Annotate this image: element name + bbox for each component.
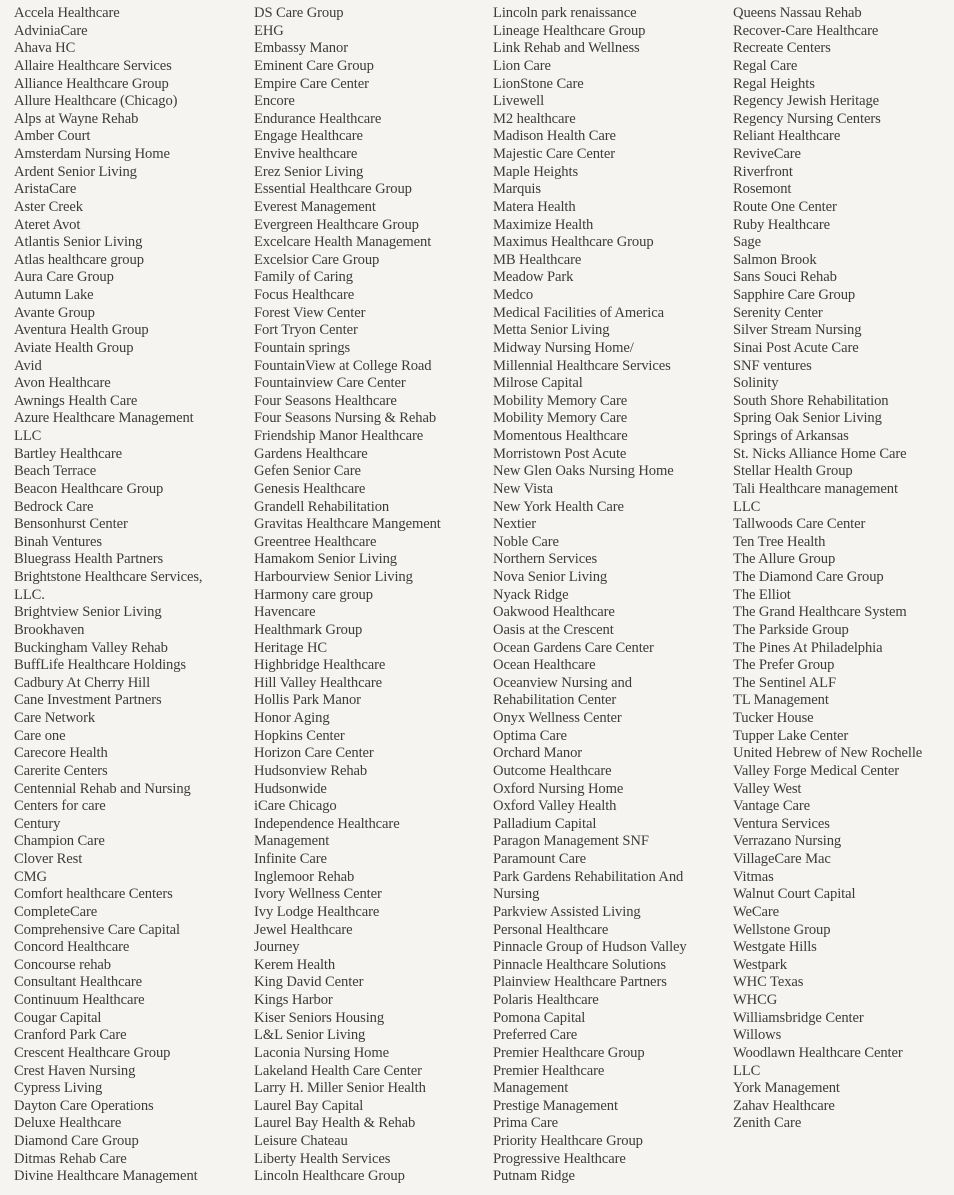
list-item: Route One Center xyxy=(733,198,837,215)
list-item: Aster Creek xyxy=(14,198,84,215)
list-item: Ruby Healthcare xyxy=(733,216,830,233)
list-item: Everest Management xyxy=(254,198,376,215)
list-item: Harbourview Senior Living xyxy=(254,569,413,585)
list-item: Family of Caring xyxy=(254,269,353,286)
list-item: Wellstone Group xyxy=(733,921,831,938)
list-item: The Grand Healthcare System xyxy=(733,604,907,621)
list-item: Ventura Services xyxy=(733,815,830,832)
list-item: LLC. xyxy=(14,586,45,603)
list-item: M2 healthcare xyxy=(493,110,576,127)
list-item: New York Health Care xyxy=(493,498,624,515)
list-item: King David Center xyxy=(254,974,364,991)
list-item: Riverfront xyxy=(733,163,793,180)
list-item: Alps at Wayne Rehab xyxy=(14,110,139,127)
list-item: Ateret Avot xyxy=(14,216,81,233)
list-item: Hill Valley Healthcare xyxy=(254,674,383,691)
list-item: Progressive Healthcare xyxy=(493,1150,626,1167)
list-item: Momentous Healthcare xyxy=(493,428,628,444)
list-item: Binah Ventures xyxy=(14,533,102,550)
list-item: Amsterdam Nursing Home xyxy=(14,146,170,162)
list-item: Westpark xyxy=(733,956,787,973)
list-item: Centennial Rehab and Nursing xyxy=(14,780,191,797)
list-item: Vantage Care xyxy=(733,798,810,815)
list-item: Zenith Care xyxy=(733,1115,802,1132)
list-item: Vitmas xyxy=(733,868,774,885)
healthcare-name-columns xyxy=(0,5,954,1195)
list-item: Lineage Healthcare Group xyxy=(493,22,646,39)
list-item: Greentree Healthcare xyxy=(254,533,377,550)
list-item: Accela Healthcare xyxy=(14,5,120,21)
list-item: Ardent Senior Living xyxy=(14,163,137,180)
list-item: Dayton Care Operations xyxy=(14,1097,154,1114)
list-item: Regency Jewish Heritage xyxy=(733,93,880,110)
list-item: Recover-Care Healthcare xyxy=(733,22,879,39)
list-item: Marquis xyxy=(493,181,541,198)
list-item: Concourse rehab xyxy=(14,956,111,973)
list-item: Morristown Post Acute xyxy=(493,445,627,462)
list-item: Cypress Living xyxy=(14,1080,103,1097)
list-item: Larry H. Miller Senior Health xyxy=(254,1080,426,1097)
list-item: Concord Healthcare xyxy=(14,939,130,956)
list-item: Outcome Healthcare xyxy=(493,762,612,779)
list-item: Recreate Centers xyxy=(733,40,831,57)
list-item: Verrazano Nursing xyxy=(733,833,842,850)
list-item: Inglemoor Rehab xyxy=(254,868,355,885)
list-item: Ten Tree Health xyxy=(733,533,826,550)
list-item: Horizon Care Center xyxy=(254,745,374,762)
list-item: New Vista xyxy=(493,480,553,497)
list-item: Nova Senior Living xyxy=(493,569,608,585)
list-item: Zahav Healthcare xyxy=(733,1097,835,1114)
list-item: Preferred Care xyxy=(493,1027,578,1044)
list-item: Cadbury At Cherry Hill xyxy=(14,674,151,691)
list-item: Spring Oak Senior Living xyxy=(733,410,882,427)
list-item: Maximize Health xyxy=(493,216,594,233)
list-item: Ditmas Rehab Care xyxy=(14,1150,127,1167)
list-item: Oceanview Nursing and xyxy=(493,674,632,691)
list-item: Stellar Health Group xyxy=(733,463,853,480)
list-item: Bartley Healthcare xyxy=(14,445,122,462)
list-item: Hollis Park Manor xyxy=(254,692,361,709)
list-item: The Diamond Care Group xyxy=(733,569,884,585)
list-item: Priority Healthcare Group xyxy=(493,1133,643,1149)
list-item: The Pines At Philadelphia xyxy=(733,639,883,656)
list-item: New Glen Oaks Nursing Home xyxy=(493,463,674,480)
list-item: Beach Terrace xyxy=(14,463,97,480)
list-item: Ahava HC xyxy=(14,40,76,57)
list-item: Essential Healthcare Group xyxy=(254,181,412,198)
list-item: Amber Court xyxy=(14,128,91,145)
list-item: Crescent Healthcare Group xyxy=(14,1044,171,1061)
list-item: Brightstone Healthcare Services, xyxy=(14,569,203,585)
list-item: Premier Healthcare Group xyxy=(493,1044,645,1061)
list-item: Buckingham Valley Rehab xyxy=(14,639,168,656)
list-item: Pinnacle Healthcare Solutions xyxy=(493,956,666,973)
list-item: Millennial Healthcare Services xyxy=(493,357,671,374)
list-item: EHG xyxy=(254,22,284,39)
list-item: SNF ventures xyxy=(733,357,812,374)
list-item: St. Nicks Alliance Home Care xyxy=(733,445,907,462)
list-item: LLC xyxy=(733,1062,761,1079)
list-item: Four Seasons Healthcare xyxy=(254,392,397,409)
list-item: AristaCare xyxy=(14,181,77,198)
list-item: Prima Care xyxy=(493,1115,559,1132)
list-item: Infinite Care xyxy=(254,851,327,867)
list-item: Laconia Nursing Home xyxy=(254,1044,389,1061)
list-item: Envive healthcare xyxy=(254,146,358,162)
list-item: Mobility Memory Care xyxy=(493,410,628,427)
list-item: Sapphire Care Group xyxy=(733,287,856,303)
list-item: Milrose Capital xyxy=(493,375,583,392)
list-item: The Sentinel ALF xyxy=(733,674,836,691)
list-item: Ocean Healthcare xyxy=(493,657,596,674)
list-item: Havencare xyxy=(254,604,316,621)
list-item: Excelsior Care Group xyxy=(254,251,380,268)
list-item: Bluegrass Health Partners xyxy=(14,551,164,568)
list-item: Carerite Centers xyxy=(14,762,108,779)
list-item: Metta Senior Living xyxy=(493,322,610,339)
list-item: Sage xyxy=(733,234,761,251)
list-item: VillageCare Mac xyxy=(733,851,831,867)
list-item: Comprehensive Care Capital xyxy=(14,921,180,938)
list-item: Mobility Memory Care xyxy=(493,392,628,409)
list-item: LLC xyxy=(14,428,42,444)
list-item: Tallwoods Care Center xyxy=(733,516,866,533)
list-item: Oasis at the Crescent xyxy=(493,621,614,638)
list-item: Four Seasons Nursing & Rehab xyxy=(254,410,437,427)
list-item: Midway Nursing Home/ xyxy=(493,339,634,356)
list-item: AdviniaCare xyxy=(14,22,88,39)
list-item: Engage Healthcare xyxy=(254,128,363,145)
list-item: Centers for care xyxy=(14,798,106,815)
list-item: Aura Care Group xyxy=(14,269,114,286)
list-item: Cougar Capital xyxy=(14,1009,102,1026)
list-item: Paramount Care xyxy=(493,851,587,867)
list-item: Avon Healthcare xyxy=(14,375,111,392)
list-item: Fort Tryon Center xyxy=(254,322,358,339)
list-item: Aviate Health Group xyxy=(14,339,134,356)
list-item: Diamond Care Group xyxy=(14,1133,139,1149)
list-item: Regal Heights xyxy=(733,75,815,92)
list-item: Springs of Arkansas xyxy=(733,428,849,444)
list-item: Fountainview Care Center xyxy=(254,375,406,392)
list-item: Plainview Healthcare Partners xyxy=(493,974,667,991)
list-item: Gefen Senior Care xyxy=(254,463,361,480)
list-item: Hudsonview Rehab xyxy=(254,762,368,779)
list-item: Grandell Rehabilitation xyxy=(254,498,390,515)
list-item: Highbridge Healthcare xyxy=(254,657,386,674)
list-item: CMG xyxy=(14,868,47,885)
list-item: Harmony care group xyxy=(254,586,373,603)
list-item: Brookhaven xyxy=(14,621,85,638)
list-item: Clover Rest xyxy=(14,851,83,867)
list-item: Alliance Healthcare Group xyxy=(14,75,169,92)
list-item: Valley Forge Medical Center xyxy=(733,762,900,779)
list-item: ReviveCare xyxy=(733,146,801,162)
list-item: Kings Harbor xyxy=(254,992,333,1008)
list-item: Beacon Healthcare Group xyxy=(14,480,164,497)
list-item: Madison Health Care xyxy=(493,128,616,145)
list-item: Kiser Seniors Housing xyxy=(254,1009,385,1026)
list-item: LLC xyxy=(733,498,761,515)
list-item: Sinai Post Acute Care xyxy=(733,339,859,356)
list-item: Polaris Healthcare xyxy=(493,992,599,1008)
list-item: Rehabilitation Center xyxy=(493,692,617,709)
list-item: Care one xyxy=(14,727,66,744)
list-item: Nextier xyxy=(493,516,537,533)
list-item: BuffLife Healthcare Holdings xyxy=(14,657,186,674)
list-item: WeCare xyxy=(733,903,780,920)
list-item: Eminent Care Group xyxy=(254,57,374,74)
list-item: Oxford Valley Health xyxy=(493,798,617,815)
list-item: Embassy Manor xyxy=(254,40,348,57)
list-item: Majestic Care Center xyxy=(493,146,615,162)
list-item: Onyx Wellness Center xyxy=(493,710,622,726)
list-item: TL Management xyxy=(733,692,829,709)
list-item: Gardens Healthcare xyxy=(254,445,368,462)
list-item: Brightview Senior Living xyxy=(14,604,162,621)
list-item: Autumn Lake xyxy=(14,287,94,303)
list-item: Regency Nursing Centers xyxy=(733,110,881,127)
list-item: Atlantis Senior Living xyxy=(14,234,143,251)
list-item: DS Care Group xyxy=(254,5,344,21)
list-item: Forest View Center xyxy=(254,304,366,321)
list-item: Bedrock Care xyxy=(14,498,94,515)
list-item: Avid xyxy=(14,357,42,374)
list-item: The Elliot xyxy=(733,586,791,603)
list-item: Ocean Gardens Care Center xyxy=(493,639,654,656)
list-item: Focus Healthcare xyxy=(254,287,355,303)
list-item: Divine Healthcare Management xyxy=(14,1168,198,1185)
list-item: Sans Souci Rehab xyxy=(733,269,837,286)
list-item: York Management xyxy=(733,1080,840,1097)
list-item: Park Gardens Rehabilitation And xyxy=(493,868,684,885)
list-item: Empire Care Center xyxy=(254,75,369,92)
list-item: Orchard Manor xyxy=(493,745,583,762)
list-item: Champion Care xyxy=(14,833,105,850)
list-item: Excelcare Health Management xyxy=(254,234,432,251)
list-item: Liberty Health Services xyxy=(254,1150,391,1167)
list-item: iCare Chicago xyxy=(254,798,337,815)
list-item: Pomona Capital xyxy=(493,1009,586,1026)
list-item: Bensonhurst Center xyxy=(14,516,128,533)
list-item: Laurel Bay Health & Rehab xyxy=(254,1115,416,1132)
list-item: WHC Texas xyxy=(733,974,804,991)
column-4 xyxy=(733,5,954,1133)
list-item: Journey xyxy=(254,939,300,956)
list-item: Tucker House xyxy=(733,710,814,726)
list-item: Solinity xyxy=(733,375,779,392)
list-item: Lakeland Health Care Center xyxy=(254,1062,422,1079)
list-item: Optima Care xyxy=(493,727,567,744)
list-item: Healthmark Group xyxy=(254,621,363,638)
list-item: Tali Healthcare management xyxy=(733,480,898,497)
list-item: Noble Care xyxy=(493,533,559,550)
list-item: Willows xyxy=(733,1027,782,1044)
list-item: Serenity Center xyxy=(733,304,823,321)
list-item: Meadow Park xyxy=(493,269,574,286)
list-item: Westgate Hills xyxy=(733,939,817,956)
list-item: Parkview Assisted Living xyxy=(493,903,641,920)
list-item: The Parkside Group xyxy=(733,621,849,638)
list-item: Matera Health xyxy=(493,198,576,215)
column-3 xyxy=(493,5,725,1186)
list-item: Walnut Court Capital xyxy=(733,886,856,903)
list-item: Williamsbridge Center xyxy=(733,1009,864,1026)
list-item: Honor Aging xyxy=(254,710,330,726)
list-item: Pinnacle Group of Hudson Valley xyxy=(493,939,687,956)
list-item: Management xyxy=(254,833,330,850)
list-item: Reliant Healthcare xyxy=(733,128,841,145)
list-item: Northern Services xyxy=(493,551,598,568)
list-item: Personal Healthcare xyxy=(493,921,609,938)
list-item: Laurel Bay Capital xyxy=(254,1097,364,1114)
list-item: Woodlawn Healthcare Center xyxy=(733,1044,903,1061)
list-item: CompleteCare xyxy=(14,903,98,920)
list-item: Lion Care xyxy=(493,57,551,74)
list-item: Avante Group xyxy=(14,304,95,321)
list-item: Tupper Lake Center xyxy=(733,727,849,744)
column-1 xyxy=(14,5,246,1186)
list-item: Hamakom Senior Living xyxy=(254,551,398,568)
list-item: Aventura Health Group xyxy=(14,322,149,339)
list-item: South Shore Rehabilitation xyxy=(733,392,889,409)
list-item: Lincoln park renaissance xyxy=(493,5,637,21)
list-item: Genesis Healthcare xyxy=(254,480,366,497)
list-item: FountainView at College Road xyxy=(254,357,432,374)
list-item: Cane Investment Partners xyxy=(14,692,162,709)
list-item: L&L Senior Living xyxy=(254,1027,366,1044)
list-item: Allure Healthcare (Chicago) xyxy=(14,93,178,110)
list-item: Maximus Healthcare Group xyxy=(493,234,654,251)
list-item: Century xyxy=(14,815,61,832)
list-item: Prestige Management xyxy=(493,1097,618,1114)
list-item: Deluxe Healthcare xyxy=(14,1115,122,1132)
list-item: Silver Stream Nursing xyxy=(733,322,862,339)
list-item: Care Network xyxy=(14,710,96,726)
list-item: United Hebrew of New Rochelle xyxy=(733,745,923,762)
list-item: Comfort healthcare Centers xyxy=(14,886,173,903)
list-item: Erez Senior Living xyxy=(254,163,364,180)
list-item: Salmon Brook xyxy=(733,251,817,268)
list-item: WHCG xyxy=(733,992,778,1008)
list-item: Link Rehab and Wellness xyxy=(493,40,640,57)
list-item: Hudsonwide xyxy=(254,780,327,797)
list-item: Awnings Health Care xyxy=(14,392,138,409)
list-item: Allaire Healthcare Services xyxy=(14,57,172,74)
list-item: Continuum Healthcare xyxy=(14,992,145,1008)
list-item: Premier Healthcare xyxy=(493,1062,605,1079)
list-item: Independence Healthcare xyxy=(254,815,400,832)
list-item: Lincoln Healthcare Group xyxy=(254,1168,405,1185)
list-item: Leisure Chateau xyxy=(254,1133,348,1149)
list-item: Queens Nassau Rehab xyxy=(733,5,862,21)
list-item: The Allure Group xyxy=(733,551,836,568)
list-item: Maple Heights xyxy=(493,163,579,180)
list-item: Oakwood Healthcare xyxy=(493,604,615,621)
list-item: Putnam Ridge xyxy=(493,1168,575,1185)
list-item: Regal Care xyxy=(733,57,798,74)
list-item: Jewel Healthcare xyxy=(254,921,353,938)
list-item: Palladium Capital xyxy=(493,815,597,832)
list-item: Ivy Lodge Healthcare xyxy=(254,903,380,920)
list-item: Kerem Health xyxy=(254,956,336,973)
list-item: Friendship Manor Healthcare xyxy=(254,428,424,444)
list-item: Crest Haven Nursing xyxy=(14,1062,136,1079)
list-item: The Prefer Group xyxy=(733,657,835,674)
list-item: Cranford Park Care xyxy=(14,1027,127,1044)
list-item: Valley West xyxy=(733,780,802,797)
list-item: Fountain springs xyxy=(254,339,351,356)
list-item: Livewell xyxy=(493,93,545,110)
list-item: Medical Facilities of America xyxy=(493,304,664,321)
list-item: Nyack Ridge xyxy=(493,586,569,603)
list-item: Evergreen Healthcare Group xyxy=(254,216,419,233)
list-item: Hopkins Center xyxy=(254,727,345,744)
list-item: MB Healthcare xyxy=(493,251,582,268)
list-item: Azure Healthcare Management xyxy=(14,410,194,427)
list-item: Encore xyxy=(254,93,295,110)
list-item: Gravitas Healthcare Mangement xyxy=(254,516,441,533)
list-item: Carecore Health xyxy=(14,745,108,762)
list-item: LionStone Care xyxy=(493,75,584,92)
list-item: Atlas healthcare group xyxy=(14,251,144,268)
list-item: Ivory Wellness Center xyxy=(254,886,382,903)
list-item: Medco xyxy=(493,287,534,303)
list-item: Consultant Healthcare xyxy=(14,974,142,991)
list-item: Nursing xyxy=(493,886,540,903)
list-item: Oxford Nursing Home xyxy=(493,780,624,797)
list-item: Endurance Healthcare xyxy=(254,110,382,127)
list-item: Rosemont xyxy=(733,181,792,198)
list-item: Management xyxy=(493,1080,569,1097)
column-2 xyxy=(254,5,486,1186)
list-item: Heritage HC xyxy=(254,639,328,656)
list-item: Paragon Management SNF xyxy=(493,833,649,850)
